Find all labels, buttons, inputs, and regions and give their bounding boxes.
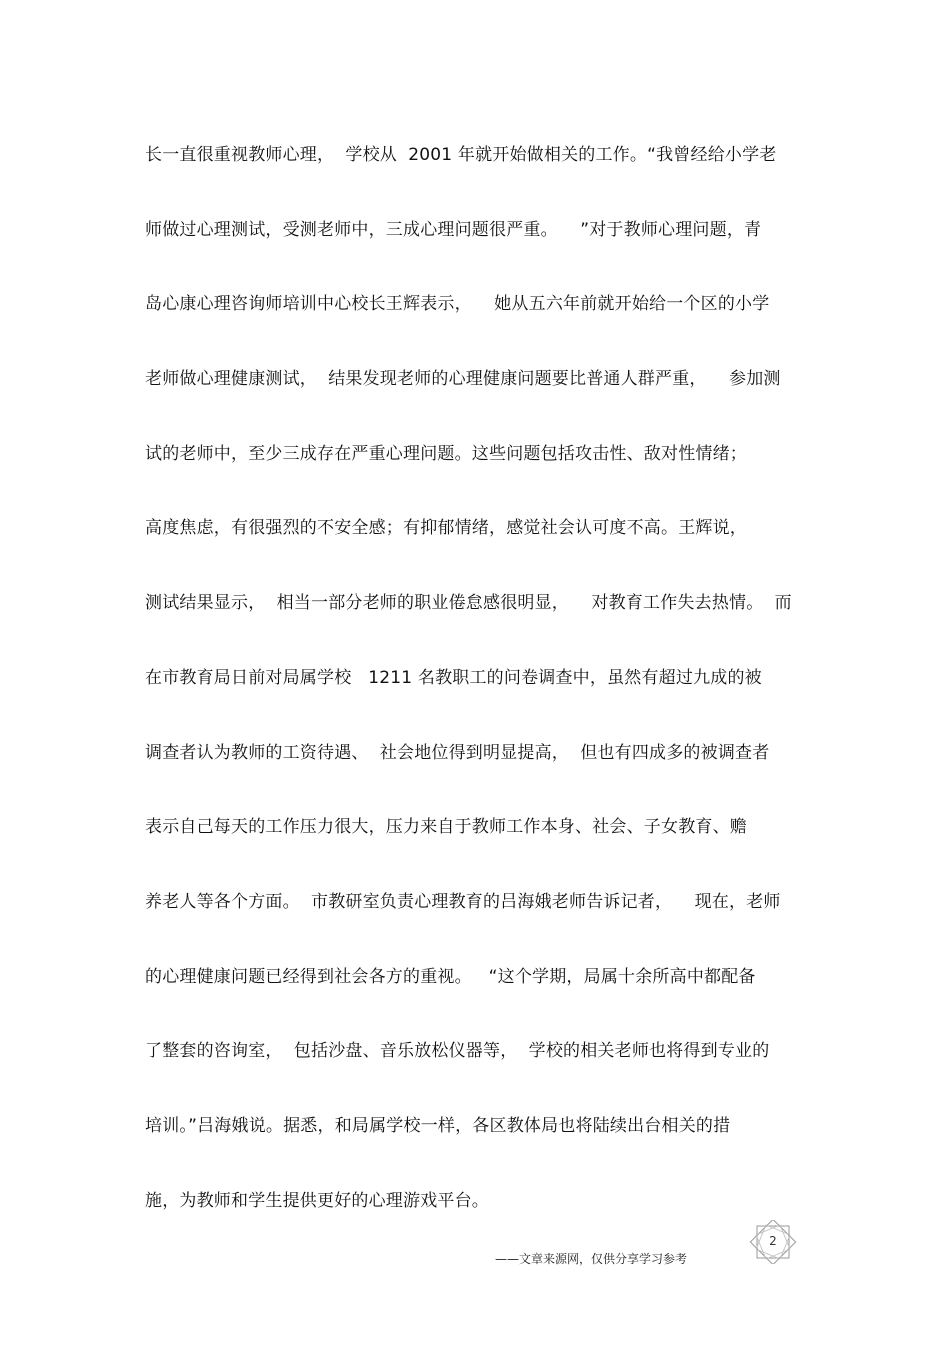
article-paragraph (145, 140, 825, 1260)
paragraph-line: 养老人等各个方面。 市教研室负责心理教育的吕海娥老师告诉记者， 现在，老师 (145, 891, 781, 912)
paragraph-line: 高度焦虑，有很强烈的不安全感；有抑郁情绪，感觉社会认可度不高。王辉说， (145, 518, 747, 539)
paragraph-line: 测试结果显示， 相当一部分老师的职业倦怠感很明显， 对教育工作失去热情。 而 (145, 593, 792, 614)
source-note: ——文章来源网，仅供分享学习参考 (495, 1252, 688, 1266)
paragraph-line: 的心理健康问题已经得到社会各方的重视。 “这个学期，局属十余所高中都配备 (145, 966, 756, 987)
paragraph-line: 师做过心理测试，受测老师中，三成心理问题很严重。 ”对于教师心理问题，青 (145, 219, 762, 240)
page-number-badge (749, 1220, 797, 1264)
paragraph-line: 岛心康心理咨询师培训中心校长王辉表示， 她从五六年前就开始给一个区的小学 (145, 294, 770, 315)
paragraph-line: 在市教育局日前对局属学校 1211 名教职工的问卷调查中，虽然有超过九成的被 (145, 667, 762, 688)
page-number: 2 (769, 1234, 777, 1248)
paragraph-line: 施，为教师和学生提供更好的心理游戏平台。 (145, 1190, 489, 1211)
paragraph-line: 老师做心理健康测试， 结果发现老师的心理健康问题要比普通人群严重， 参加测 (145, 369, 781, 390)
paragraph-line: 调查者认为教师的工资待遇、 社会地位得到明显提高， 但也有四成多的被调查者 (145, 742, 770, 763)
paragraph-line: 培训。”吕海娥说。据悉，和局属学校一样，各区教体局也将陆续出台相关的措 (145, 1115, 731, 1136)
paragraph-line: 了整套的咨询室， 包括沙盘、音乐放松仪器等， 学校的相关老师也将得到专业的 (145, 1041, 770, 1062)
paragraph-line: 表示自己每天的工作压力很大，压力来自于教师工作本身、社会、子女教育、赡 (145, 817, 747, 838)
paragraph-line: 试的老师中，至少三成存在严重心理问题。这些问题包括攻击性、敌对性情绪； (145, 443, 747, 464)
paragraph-line: 长一直很重视教师心理， 学校从 2001 年就开始做相关的工作。“我曾经给小学老 (145, 145, 777, 165)
